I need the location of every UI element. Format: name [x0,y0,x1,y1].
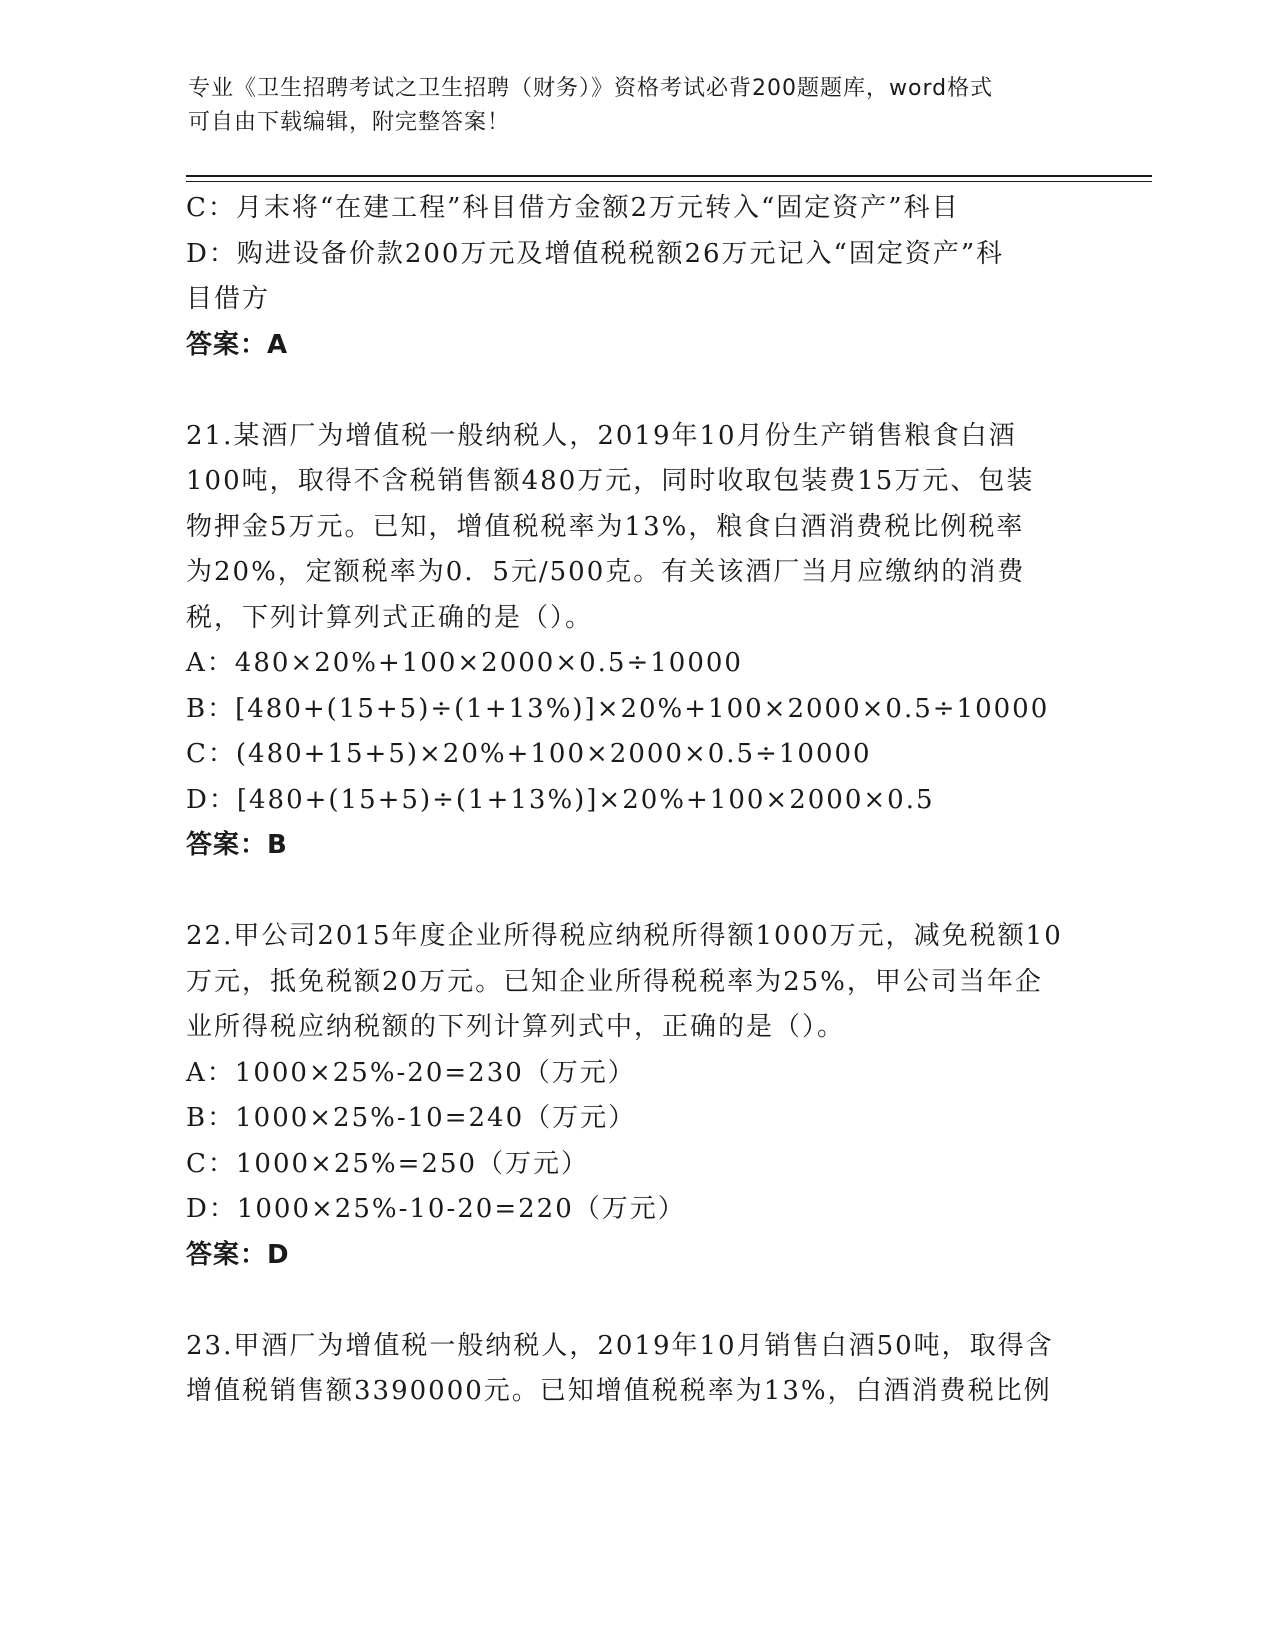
question-23 [186,1324,1086,1415]
question-20-tail [186,186,1086,368]
option-b: B：[480+(15+5)÷(1+13%)]×20%+100×2000×0.5÷10000 [186,693,1050,724]
question-stem-line: 21.某酒厂为增值税一般纳税人，2019年10月份生产销售粮食白酒 [186,420,1017,451]
option-a: A：480×20%+100×2000×0.5÷10000 [186,648,743,678]
option-b: B：1000×25%-10=240（万元） [186,1103,637,1133]
question-stem-line: 为20%，定额税率为0．5元/500克。有关该酒厂当月应缴纳的消费 [186,557,1026,587]
option-d-continued: 目借方 [186,284,271,314]
question-22 [186,914,1086,1278]
question-stem-line: 税，下列计算列式正确的是（）。 [186,602,594,633]
option-a: A：1000×25%-20=230（万元） [186,1057,636,1088]
answer: 答案：A [186,329,289,360]
answer: 答案：B [186,830,288,860]
option-c: C：月末将“在建工程”科目借方金额2万元转入“固定资产”科目 [186,193,960,223]
question-stem-line: 物押金5万元。已知，增值税税率为13%，粮食白酒消费税比例税率 [186,511,1025,542]
header-title-line-2: 可自由下载编辑，附完整答案！ [188,110,511,135]
header-divider-thin [186,181,1152,182]
option-d: D：1000×25%-10-20=220（万元） [186,1194,686,1224]
answer: 答案：D [186,1239,290,1270]
option-d: D：[480+(15+5)÷(1+13%)]×20%+100×2000×0.5 [186,784,935,815]
header-divider-thick [186,175,1152,177]
paragraph-gap [186,869,1086,915]
paragraph-gap [186,1278,1086,1324]
option-d: D：购进设备价款200万元及增值税税额26万元记入“固定资产”科 [186,238,1005,269]
question-stem-line: 增值税销售额3390000元。已知增值税税率为13%，白酒消费税比例 [186,1376,1052,1406]
document-header [188,72,1068,140]
paragraph-gap [186,368,1086,414]
option-c: C：1000×25%=250（万元） [186,1148,590,1179]
header-title-line-1: 专业《卫生招聘考试之卫生招聘（财务）》资格考试必背200题题库，word格式 [188,76,994,101]
question-stem-line: 100吨，取得不含税销售额480万元，同时收取包装费15万元、包装 [186,466,1035,496]
question-stem-line: 业所得税应纳税额的下列计算列式中，正确的是（）。 [186,1012,846,1042]
question-21 [186,414,1086,869]
question-stem-line: 23.甲酒厂为增值税一般纳税人，2019年10月销售白酒50吨，取得含 [186,1330,1054,1361]
question-stem-line: 万元，抵免税额20万元。已知企业所得税税率为25%，甲公司当年企 [186,966,1043,997]
document-body [186,186,1086,1415]
question-stem-line: 22.甲公司2015年度企业所得税应纳税所得额1000万元，减免税额10 [186,921,1063,951]
option-c: C：(480+15+5)×20%+100×2000×0.5÷10000 [186,739,872,769]
